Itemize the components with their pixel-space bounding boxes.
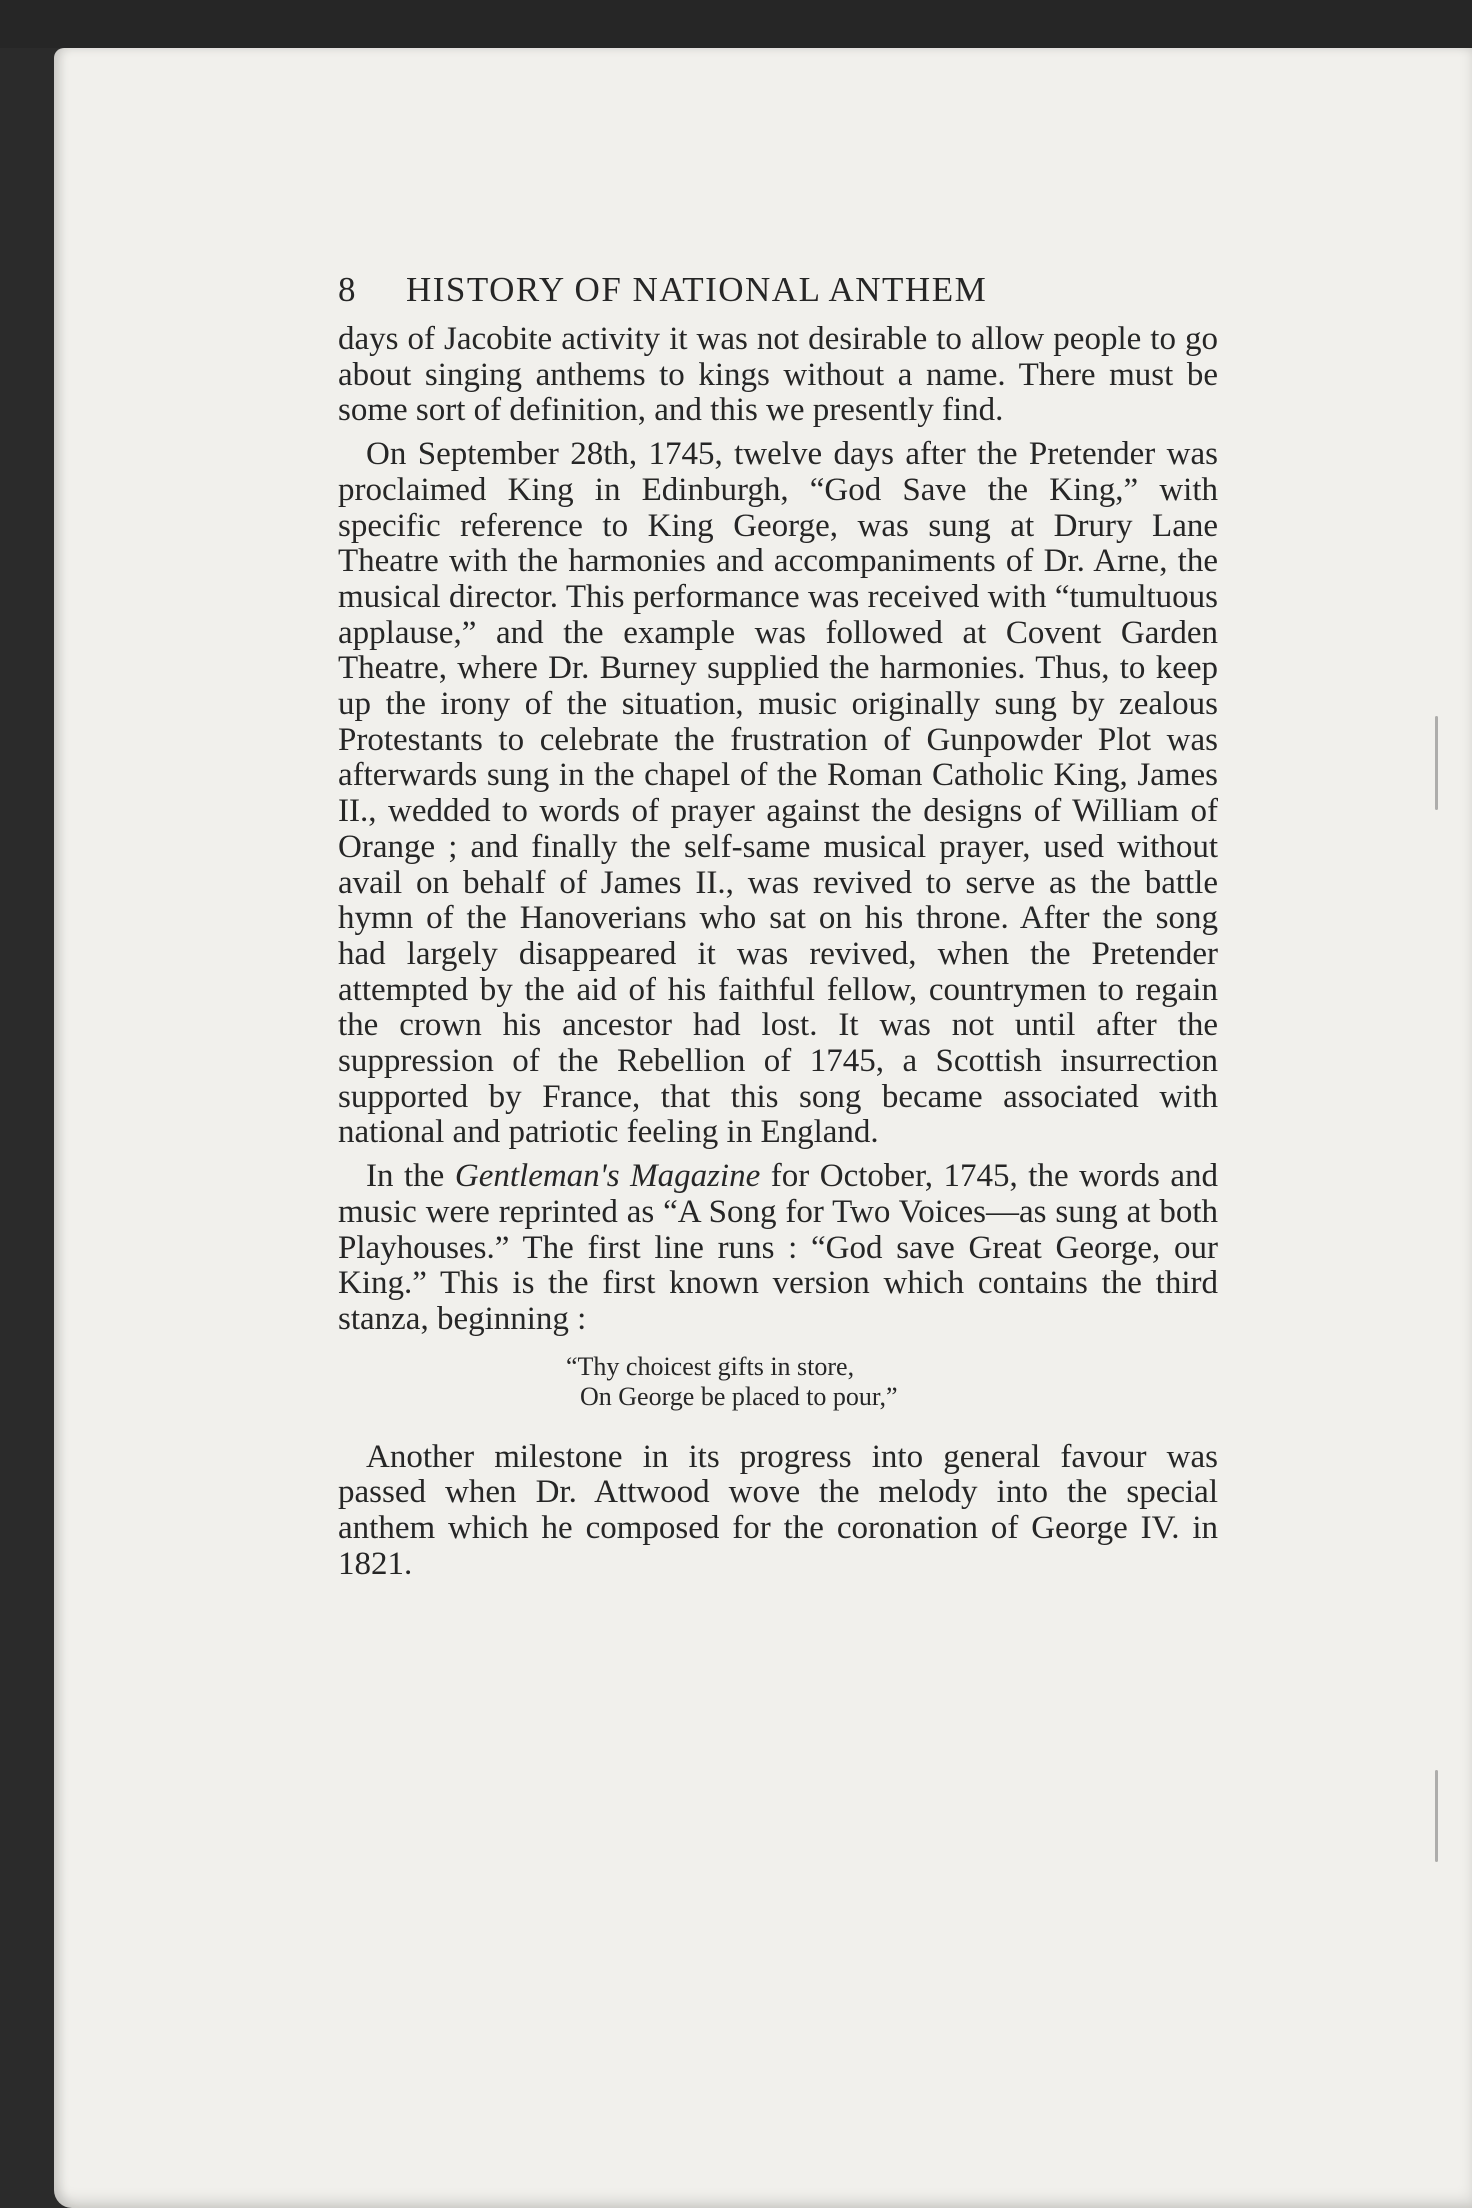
- running-head: [338, 270, 1218, 310]
- margin-mark-lower: [1435, 1770, 1438, 1862]
- verse-quote: [338, 1352, 1218, 1412]
- paragraph-4: Another milestone in its progress into general favour was passed when Dr. Attwood wove the melody into the special anthem which he composed for the coronation of George IV. in 1821.: [338, 1438, 1218, 1582]
- text-block: [338, 270, 1218, 1583]
- page-number: 8: [338, 270, 357, 309]
- scan-border-top: [0, 0, 1472, 48]
- margin-mark-upper: [1435, 716, 1438, 810]
- running-title: HISTORY OF NATIONAL ANTHEM: [406, 270, 988, 309]
- paragraph-2: On September 28th, 1745, twelve days after the Pretender was proclaimed King in Edinburgh, “God Save the King,” with specific reference to King George, was sung at Drury Lane Theatre with the harmonies and accompaniments of Dr. Arne, the musical director. This performance was received with “tumultuous applause,” and the example was followed at Covent Garden Theatre, where Dr. Burney supplied the harmonies. Thus, to keep up the irony of the situation, music originally sung by zealous Protestants to celebrate the frustration of Gunpowder Plot was afterwards sung in the chapel of the Roman Catholic King, James II., wedded to words of prayer against the designs of William of Orange ; and finally the self-same musical prayer, used without avail on behalf of James II., was revived to serve as the battle hymn of the Hanoverians who sat on his throne. After the song had largely disappeared it was revived, when the Pretender attempted by the aid of his faithful fellow, countrymen to regain the crown his ancestor had lost. It was not until after the suppression of the Rebellion of 1745, a Scottish insurrection supported by France, that this song became associated with national and patriotic feeling in England.: [338, 436, 1218, 1151]
- paragraph-1: days of Jacobite activity it was not desirable to allow people to go about singing anthems to kings without a name. There must be some sort of definition, and this we presently find.: [338, 321, 1218, 429]
- paragraph-3: [338, 1159, 1218, 1338]
- magazine-title: Gentleman's Magazine: [454, 1158, 761, 1195]
- paragraph-3-rest: for October, 1745, the words and music were reprinted as “A Song for Two Voices—as sung at both Playhouses.” The first line runs : “God save Great George, our King.” This is the first known version which contains the third stanza, beginning :: [338, 1158, 1218, 1337]
- paragraph-3-lead: In the: [366, 1158, 455, 1195]
- verse-line-1: “Thy choicest gifts in store,: [566, 1351, 855, 1381]
- verse-line-2: On George be placed to pour,”: [580, 1381, 898, 1411]
